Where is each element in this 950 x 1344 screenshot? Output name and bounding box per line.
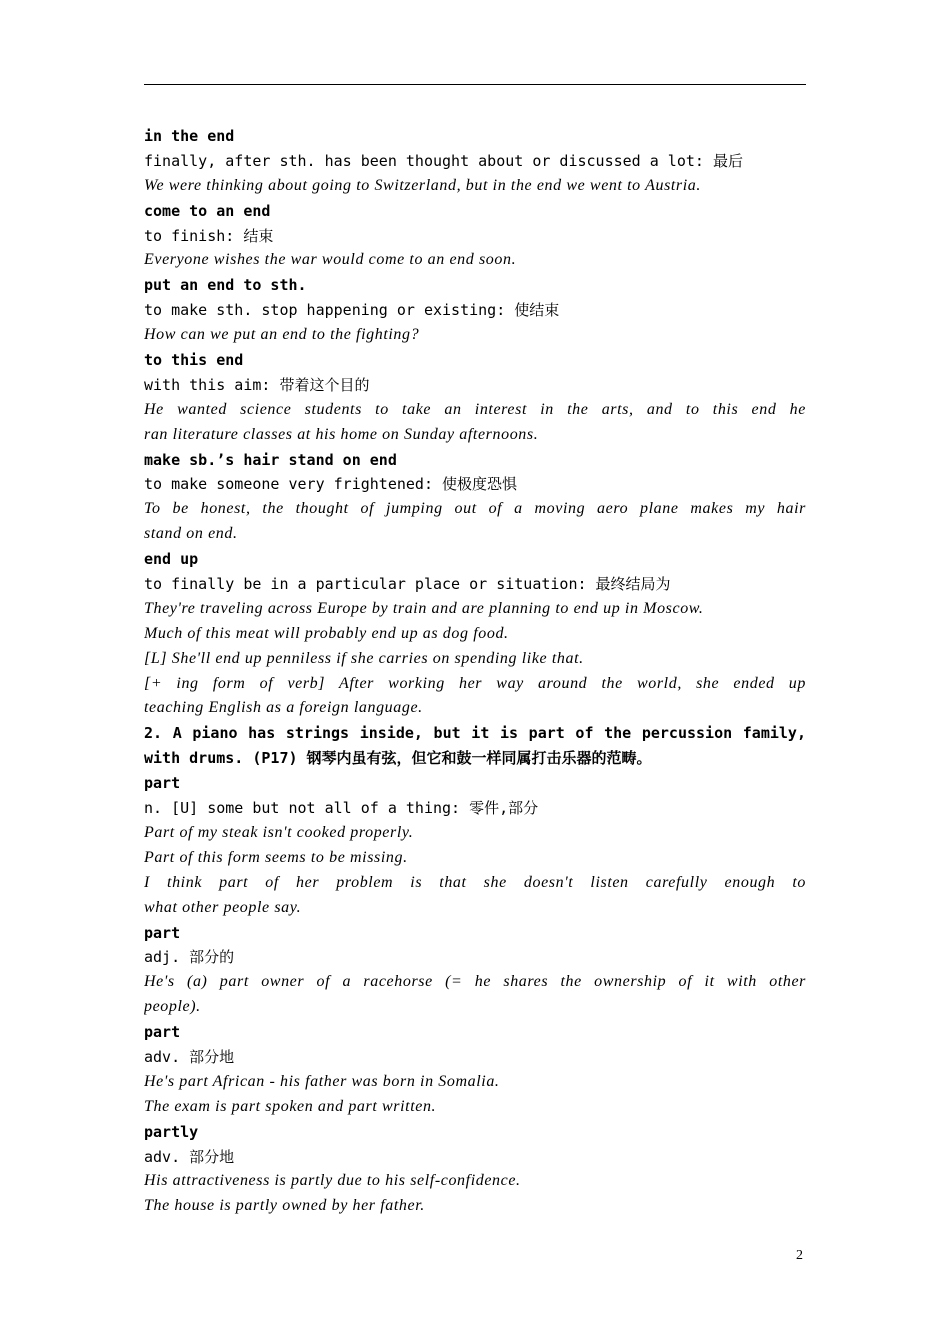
example-sentence: Everyone wishes the war would come to an end soon. [144, 251, 517, 269]
document-body [144, 124, 806, 1219]
entry-headword: 2. A piano has strings inside, but it is part of the percussion family, [144, 724, 806, 743]
entry-headword: partly [144, 1122, 199, 1141]
entry-definition: with this aim: 带着这个目的 [144, 375, 370, 394]
example-sentence: He's (a) part owner of a racehorse (= he shares the ownership of it with other [144, 973, 806, 991]
example-sentence: He's part African - his father was born in Somalia. [144, 1072, 500, 1090]
example-sentence: what other people say. [144, 898, 302, 916]
entry-headword: come to an end [144, 201, 271, 220]
example-sentence: stand on end. [144, 525, 238, 543]
example-sentence: We were thinking about going to Switzerland, but in the end we went to Austria. [144, 176, 702, 194]
example-sentence: [+ ing form of verb] After working her way around the world, she ended up [144, 674, 806, 692]
entry-headword: end up [144, 550, 199, 569]
example-sentence: [L] She'll end up penniless if she carries on spending like that. [144, 649, 584, 667]
entry-definition: n. [U] some but not all of a thing: 零件,部分 [144, 799, 539, 818]
example-sentence: Much of this meat will probably end up as dog food. [144, 624, 509, 642]
entry-headword: part [144, 1023, 181, 1042]
example-sentence: The house is partly owned by her father. [144, 1197, 425, 1215]
example-sentence: They're traveling across Europe by train and are planning to end up in Moscow. [144, 599, 704, 617]
entry-definition: to make sth. stop happening or existing: 使结束 [144, 301, 560, 320]
entry-definition: adv. 部分地 [144, 1047, 235, 1066]
entry-headword: to this end [144, 351, 244, 370]
entry-headword: part [144, 923, 181, 942]
entry-headword: part [144, 774, 181, 793]
example-sentence: How can we put an end to the fighting? [144, 326, 420, 344]
entry-definition: to finish: 结束 [144, 226, 274, 245]
entry-definition: finally, after sth. has been thought about or discussed a lot: 最后 [144, 151, 743, 170]
entry-definition: adv. 部分地 [144, 1147, 235, 1166]
example-sentence: Part of my steak isn't cooked properly. [144, 823, 414, 841]
entry-definition: adj. 部分的 [144, 948, 235, 967]
entry-headword: in the end [144, 127, 235, 145]
example-sentence: teaching English as a foreign language. [144, 699, 423, 717]
page-number: 2 [796, 1248, 803, 1263]
entry-headword: put an end to sth. [144, 276, 307, 295]
example-sentence: To be honest, the thought of jumping out of a moving aero plane makes my hair [144, 500, 806, 518]
example-sentence: ran literature classes at his home on Sunday afternoons. [144, 425, 539, 443]
entry-headword: with drums. (P17) 钢琴内虽有弦，但它和鼓一样同属打击乐器的范畴。 [144, 749, 652, 768]
example-sentence: He wanted science students to take an interest in the arts, and to this end he [144, 400, 806, 418]
example-sentence: people). [144, 998, 201, 1016]
entry-definition: to make someone very frightened: 使极度恐惧 [144, 475, 518, 494]
entry-definition: to finally be in a particular place or situation: 最终结局为 [144, 575, 671, 594]
entry-headword: make sb.’s hair stand on end [144, 450, 397, 469]
header-rule [144, 84, 806, 85]
example-sentence: Part of this form seems to be missing. [144, 848, 408, 866]
example-sentence: I think part of her problem is that she doesn't listen carefully enough to [144, 873, 806, 891]
example-sentence: His attractiveness is partly due to his self-confidence. [144, 1172, 521, 1190]
example-sentence: The exam is part spoken and part written. [144, 1097, 437, 1115]
